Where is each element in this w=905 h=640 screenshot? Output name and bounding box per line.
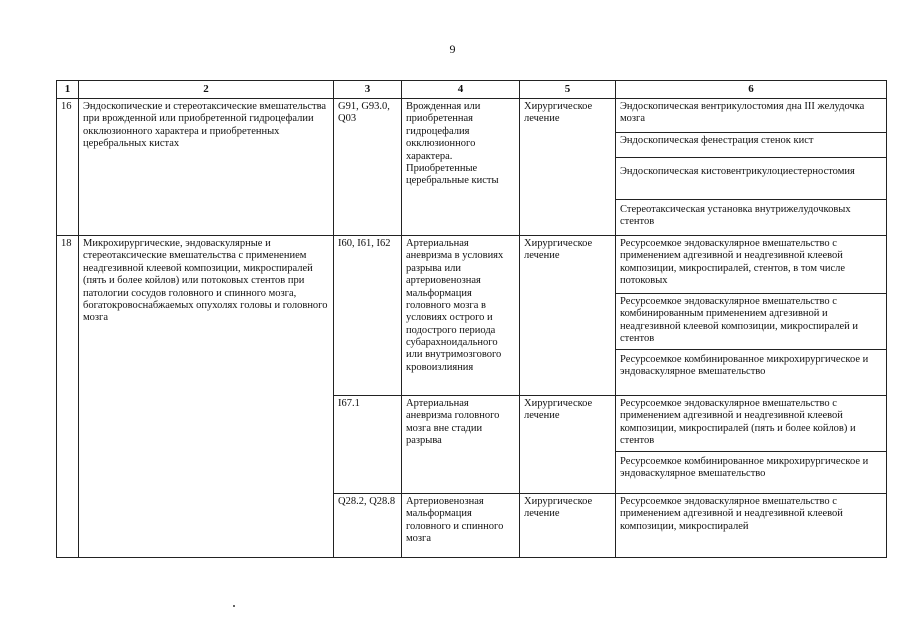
table-row <box>57 236 887 294</box>
treatment-type: Хирургическое лечение <box>520 494 616 558</box>
header-col-6: 6 <box>616 81 887 99</box>
method: Эндоскопическая вентрикулостомия дна III желудочка мозга <box>616 99 887 133</box>
method: Ресурсоемкое комбинированное микрохирургическое и эндоваскулярное вмешательство <box>616 350 887 396</box>
group-name: Микрохирургические, эндоваскулярные и стереотаксические вмешательства с применением неадгезивной клеевой композиции, микроспиралей (пять и более койлов) или потоковых стентов при патологии сосудов головного и спинного мозга, богатокровоснабжаемых опухолях головы и головного мозга <box>79 236 334 558</box>
icd-codes: Q28.2, Q28.8 <box>334 494 402 558</box>
header-row <box>57 81 887 99</box>
icd-codes: I67.1 <box>334 396 402 494</box>
method: Ресурсоемкое эндоваскулярное вмешательство с комбинированным применением адгезивной и неадгезивной клеевой композиции, микроспиралей и стентов <box>616 294 887 350</box>
treatment-type: Хирургическое лечение <box>520 99 616 236</box>
header-col-3: 3 <box>334 81 402 99</box>
condition: Артериальная аневризма головного мозга вне стадии разрыва <box>402 396 520 494</box>
scan-speck <box>233 605 235 607</box>
method: Эндоскопическая фенестрация стенок кист <box>616 133 887 158</box>
group-number: 18 <box>57 236 79 558</box>
header-col-2: 2 <box>79 81 334 99</box>
method: Эндоскопическая кистовентрикулоциестерностомия <box>616 158 887 200</box>
condition: Артериальная аневризма в условиях разрыва или артериовенозная мальформация головного мозга в условиях острого и подострого периода субарахноидального или внутримозгового кровоизлияния <box>402 236 520 396</box>
table-row <box>57 99 887 133</box>
treatment-type: Хирургическое лечение <box>520 396 616 494</box>
treatment-type: Хирургическое лечение <box>520 236 616 396</box>
page-number: 9 <box>449 42 456 56</box>
group-name: Эндоскопические и стереотаксические вмешательства при врожденной или приобретенной гидроцефалии окклюзионного характера и приобретенных церебральных кистах <box>79 99 334 236</box>
medical-care-table <box>56 80 887 558</box>
method: Ресурсоемкое эндоваскулярное вмешательство с применением адгезивной и неадгезивной клеевой композиции, микроспиралей <box>616 494 887 558</box>
method: Ресурсоемкое эндоваскулярное вмешательство с применением адгезивной и неадгезивной клеевой композиции, микроспиралей (пять и более койлов) и стентов <box>616 396 887 452</box>
method: Ресурсоемкое комбинированное микрохирургическое и эндоваскулярное вмешательство <box>616 452 887 494</box>
group-number: 16 <box>57 99 79 236</box>
condition: Артериовенозная мальформация головного и спинного мозга <box>402 494 520 558</box>
icd-codes: I60, I61, I62 <box>334 236 402 396</box>
header-col-1: 1 <box>57 81 79 99</box>
condition: Врожденная или приобретенная гидроцефалия окклюзионного характера. Приобретенные церебральные кисты <box>402 99 520 236</box>
method: Стереотаксическая установка внутрижелудочковых стентов <box>616 200 887 236</box>
header-col-5: 5 <box>520 81 616 99</box>
method: Ресурсоемкое эндоваскулярное вмешательство с применением адгезивной и неадгезивной клеевой композиции, микроспиралей, стентов, в том числе потоковых <box>616 236 887 294</box>
header-col-4: 4 <box>402 81 520 99</box>
icd-codes: G91, G93.0, Q03 <box>334 99 402 236</box>
